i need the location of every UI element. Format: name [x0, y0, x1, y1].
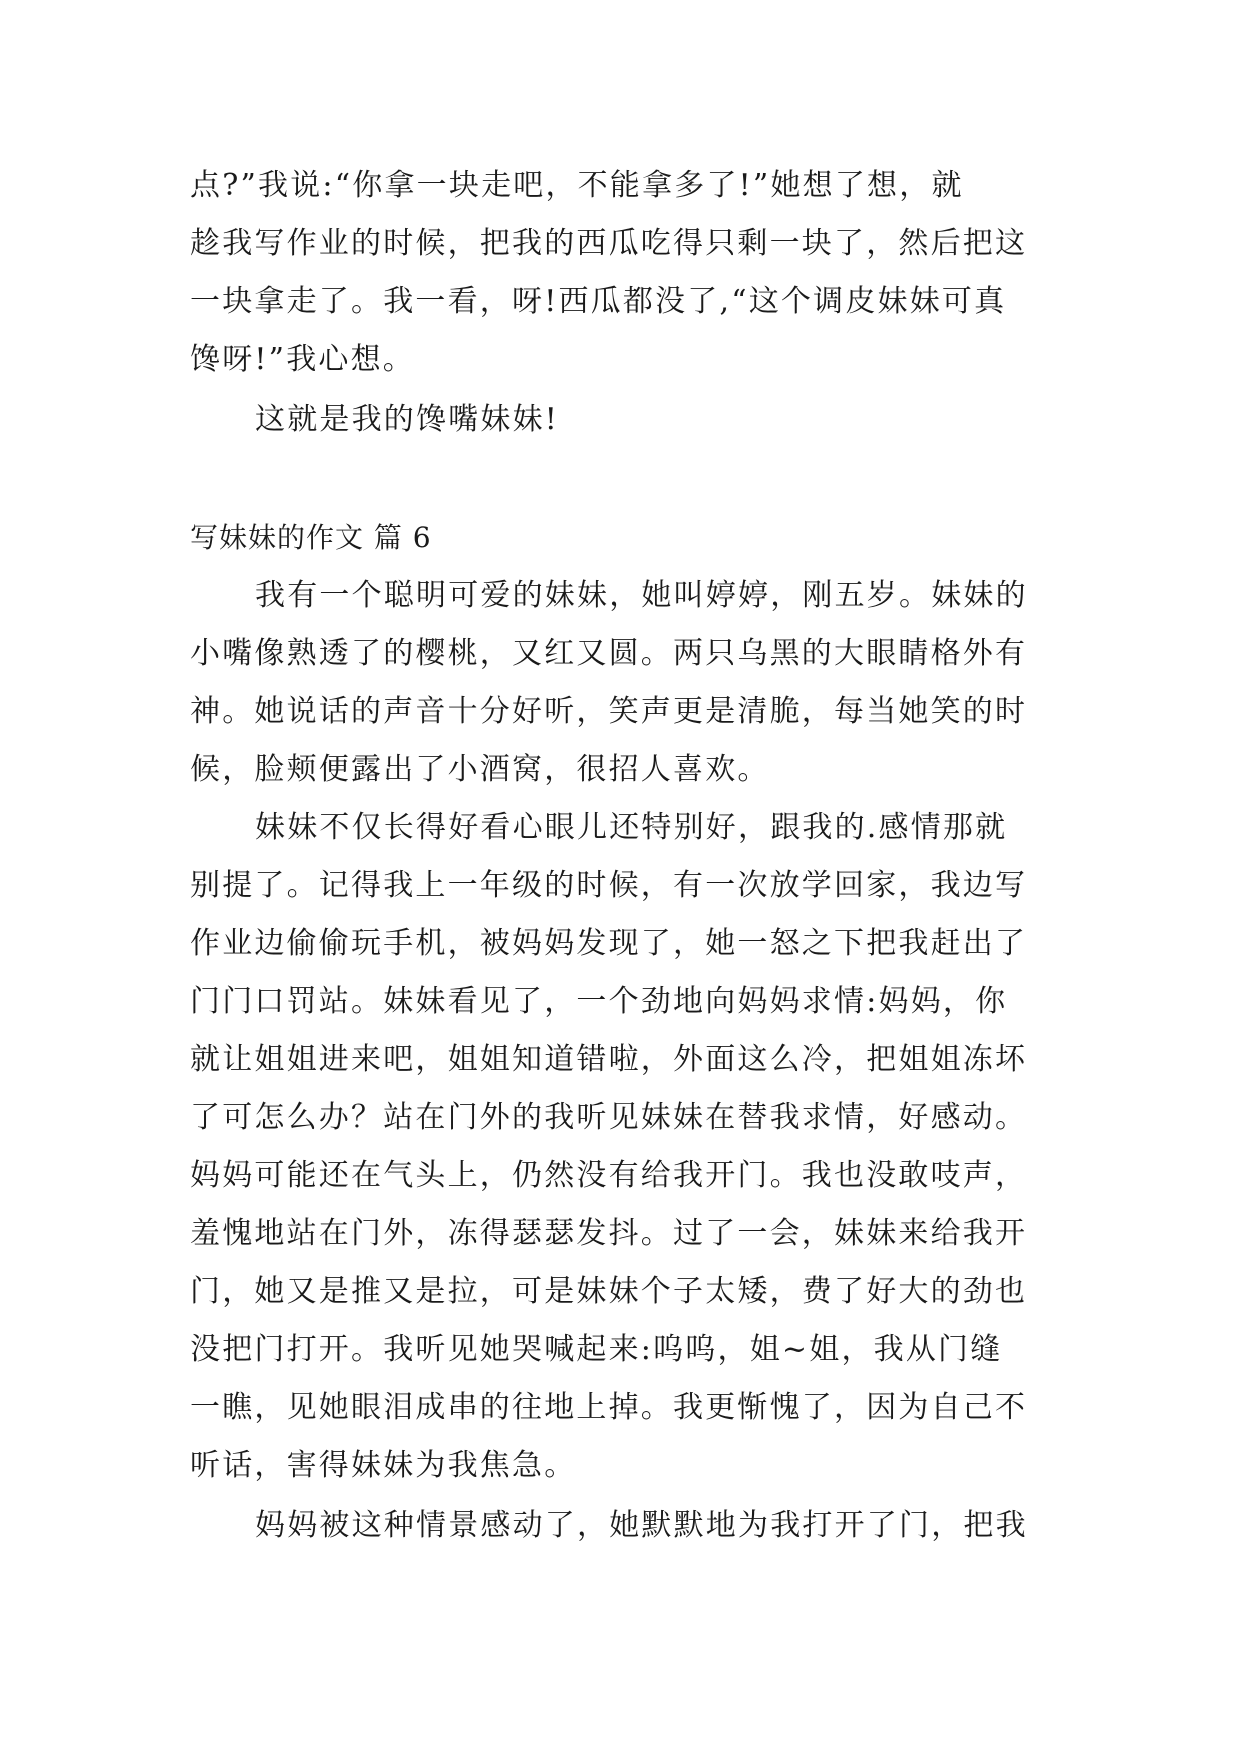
text-line: 一瞧，见她眼泪成串的往地上掉。我更惭愧了，因为自己不 [190, 1390, 1028, 1425]
text-line: 妹妹不仅长得好看心眼儿还特别好，跟我的.感情那就 [255, 810, 1008, 845]
closing-line: 这就是我的馋嘴妹妹! [255, 402, 560, 437]
text-line: 趁我写作业的时候，把我的西瓜吃得只剩一块了，然后把这 [190, 226, 1028, 261]
text-line: 没把门打开。我听见她哭喊起来:呜呜，姐~姐，我从门缝 [190, 1332, 1003, 1367]
section-title: 写妹妹的作文 篇 6 [190, 521, 432, 554]
text-line: 小嘴像熟透了的樱桃，又红又圆。两只乌黑的大眼睛格外有 [190, 636, 1028, 671]
text-line: 点?”我说:“你拿一块走吧，不能拿多了!”她想了想，就 [190, 168, 964, 203]
text-line: 了可怎么办？站在门外的我听见妹妹在替我求情，好感动。 [190, 1100, 1028, 1135]
text-line: 神。她说话的声音十分好听，笑声更是清脆，每当她笑的时 [190, 694, 1028, 729]
text-line: 别提了。记得我上一年级的时候，有一次放学回家，我边写 [190, 868, 1028, 903]
text-line: 作业边偷偷玩手机，被妈妈发现了，她一怒之下把我赶出了 [190, 926, 1028, 961]
text-line: 一块拿走了。我一看，呀!西瓜都没了,“这个调皮妹妹可真 [190, 284, 1007, 319]
text-line: 羞愧地站在门外，冻得瑟瑟发抖。过了一会，妹妹来给我开 [190, 1216, 1028, 1251]
text-line: 候，脸颊便露出了小酒窝，很招人喜欢。 [190, 752, 770, 787]
text-line: 妈妈可能还在气头上，仍然没有给我开门。我也没敢吱声， [190, 1158, 1028, 1193]
text-line: 馋呀!”我心想。 [190, 342, 415, 377]
text-line: 门门口罚站。妹妹看见了，一个劲地向妈妈求情:妈妈，你 [190, 984, 1008, 1019]
text-line: 门，她又是推又是拉，可是妹妹个子太矮，费了好大的劲也 [190, 1274, 1028, 1309]
text-line: 听话，害得妹妹为我焦急。 [190, 1448, 577, 1483]
text-line: 就让姐姐进来吧，姐姐知道错啦，外面这么冷，把姐姐冻坏 [190, 1042, 1028, 1077]
text-line: 我有一个聪明可爱的妹妹，她叫婷婷，刚五岁。妹妹的 [255, 578, 1028, 613]
text-line: 妈妈被这种情景感动了，她默默地为我打开了门，把我 [255, 1508, 1028, 1543]
